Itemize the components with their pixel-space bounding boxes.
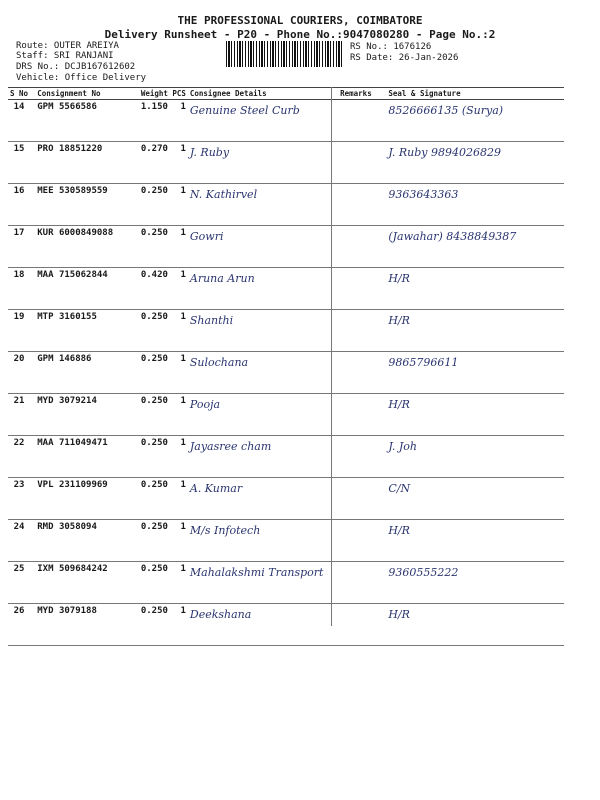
row-seal: H/R xyxy=(388,314,410,327)
row-pcs: 1 xyxy=(180,522,186,532)
row-weight: 0.250 xyxy=(140,396,168,406)
row-consignment: MAA 711049471 xyxy=(37,438,108,448)
col-seal: Seal & Signature xyxy=(388,89,461,98)
runsheet-subtitle: Delivery Runsheet - P20 - Phone No.:9047080280 - Page No.:2 xyxy=(104,28,496,41)
row-remarks xyxy=(338,478,386,520)
row-sno: 15 xyxy=(13,144,25,154)
row-consignee: Aruna Arun xyxy=(189,272,255,285)
row-consignee: A. Kumar xyxy=(189,482,243,495)
vehicle-label: Vehicle: Office Delivery xyxy=(16,73,147,83)
row-consignee: M/s Infotech xyxy=(189,524,261,537)
row-seal: (Jawahar) 8438849387 xyxy=(388,230,517,243)
row-consignment: PRO 18851220 xyxy=(37,144,103,154)
row-sno: 17 xyxy=(13,228,25,238)
row-weight: 0.250 xyxy=(140,564,168,574)
row-weight: 0.250 xyxy=(140,606,168,616)
row-weight: 0.250 xyxy=(140,438,168,448)
row-consignee: Jayasree cham xyxy=(189,440,272,453)
row-sno: 23 xyxy=(13,480,25,490)
row-weight: 0.250 xyxy=(140,186,168,196)
row-remarks xyxy=(338,100,386,142)
row-consignee: J. Ruby xyxy=(189,146,230,159)
table-row xyxy=(8,436,564,478)
row-weight: 0.250 xyxy=(140,480,168,490)
row-consignment: RMD 3058094 xyxy=(37,522,97,532)
col-weight: Weight xyxy=(140,89,168,98)
row-weight: 0.250 xyxy=(140,228,168,238)
row-sno: 24 xyxy=(13,522,25,532)
row-seal: C/N xyxy=(388,482,411,495)
row-pcs: 1 xyxy=(180,270,186,280)
row-consignee: Gowri xyxy=(189,230,224,243)
row-seal: H/R xyxy=(388,398,410,411)
row-consignee: Mahalakshmi Transport xyxy=(189,566,324,579)
row-consignment: KUR 6000849088 xyxy=(37,228,114,238)
row-consignee: Genuine Steel Curb xyxy=(189,104,300,117)
row-pcs: 1 xyxy=(180,312,186,322)
row-seal: H/R xyxy=(388,524,410,537)
table-row xyxy=(8,268,564,310)
row-consignee: Pooja xyxy=(189,398,221,411)
row-sno: 19 xyxy=(13,312,25,322)
table-row xyxy=(8,352,564,394)
row-pcs: 1 xyxy=(180,228,186,238)
row-pcs: 1 xyxy=(180,186,186,196)
row-remarks xyxy=(338,310,386,352)
row-remarks xyxy=(338,604,386,646)
row-pcs: 1 xyxy=(180,396,186,406)
row-pcs: 1 xyxy=(180,354,186,364)
table-row xyxy=(8,478,564,520)
col-consignment: Consignment No xyxy=(37,89,101,98)
col-pcs: PCS xyxy=(172,89,186,98)
row-remarks xyxy=(338,226,386,268)
row-pcs: 1 xyxy=(180,102,186,112)
staff-label: Staff: SRI RANJANI xyxy=(16,51,114,61)
row-remarks xyxy=(338,394,386,436)
table-row xyxy=(8,100,564,142)
row-pcs: 1 xyxy=(180,480,186,490)
row-weight: 1.150 xyxy=(140,102,168,112)
col-consignee: Consignee Details xyxy=(189,89,267,98)
row-consignment: GPM 5566586 xyxy=(37,102,97,112)
row-sno: 26 xyxy=(13,606,25,616)
rs-date: RS Date: 26-Jan-2026 xyxy=(350,53,459,63)
barcode-image xyxy=(226,41,344,67)
row-consignment: MYD 3079188 xyxy=(37,606,97,616)
table-row xyxy=(8,142,564,184)
row-remarks xyxy=(338,268,386,310)
row-consignment: MYD 3079214 xyxy=(37,396,97,406)
row-consignment: GPM 146886 xyxy=(37,354,92,364)
table-row xyxy=(8,562,564,604)
row-sno: 22 xyxy=(13,438,25,448)
row-consignment: MTP 3160155 xyxy=(37,312,97,322)
runsheet-table xyxy=(8,87,564,646)
row-pcs: 1 xyxy=(180,438,186,448)
table-header-row xyxy=(8,88,564,100)
row-consignee: Deekshana xyxy=(189,608,252,621)
row-consignment: IXM 509684242 xyxy=(37,564,108,574)
row-sno: 16 xyxy=(13,186,25,196)
row-consignee: Shanthi xyxy=(189,314,234,327)
row-weight: 0.250 xyxy=(140,354,168,364)
row-pcs: 1 xyxy=(180,144,186,154)
col-sno: S No xyxy=(10,89,29,98)
company-title: THE PROFESSIONAL COURIERS, COIMBATORE xyxy=(177,14,423,27)
row-seal: J. Joh xyxy=(388,440,418,453)
row-sno: 25 xyxy=(13,564,25,574)
rs-number: RS No.: 1676126 xyxy=(350,42,432,52)
row-weight: 0.250 xyxy=(140,522,168,532)
row-seal: 9363643363 xyxy=(388,188,459,201)
row-seal: H/R xyxy=(388,272,410,285)
row-weight: 0.420 xyxy=(140,270,168,280)
row-weight: 0.270 xyxy=(140,144,168,154)
row-consignment: VPL 231109969 xyxy=(37,480,108,490)
row-pcs: 1 xyxy=(180,606,186,616)
col-remarks: Remarks xyxy=(340,89,372,98)
row-remarks xyxy=(338,184,386,226)
row-remarks xyxy=(338,520,386,562)
row-seal: J. Ruby 9894026829 xyxy=(388,146,501,159)
drs-label: DRS No.: DCJB167612602 xyxy=(16,62,136,72)
route-label: Route: OUTER AREIYA xyxy=(16,41,119,51)
row-sno: 21 xyxy=(13,396,25,406)
row-seal: 9865796611 xyxy=(388,356,459,369)
row-seal: H/R xyxy=(388,608,410,621)
table-row xyxy=(8,310,564,352)
row-consignment: MAA 715062844 xyxy=(37,270,108,280)
table-row xyxy=(8,604,564,646)
row-consignee: N. Kathirvel xyxy=(189,188,258,201)
row-remarks xyxy=(338,142,386,184)
row-seal: 9360555222 xyxy=(388,566,459,579)
row-weight: 0.250 xyxy=(140,312,168,322)
remarks-divider xyxy=(331,87,332,626)
row-pcs: 1 xyxy=(180,564,186,574)
row-sno: 18 xyxy=(13,270,25,280)
row-consignee: Sulochana xyxy=(189,356,249,369)
table-row xyxy=(8,520,564,562)
table-row xyxy=(8,394,564,436)
row-remarks xyxy=(338,352,386,394)
row-remarks xyxy=(338,562,386,604)
row-remarks xyxy=(338,436,386,478)
row-consignment: MEE 530589559 xyxy=(37,186,108,196)
row-sno: 14 xyxy=(13,102,25,112)
row-sno: 20 xyxy=(13,354,25,364)
table-row xyxy=(8,184,564,226)
table-row xyxy=(8,226,564,268)
row-seal: 8526666135 (Surya) xyxy=(388,104,504,117)
